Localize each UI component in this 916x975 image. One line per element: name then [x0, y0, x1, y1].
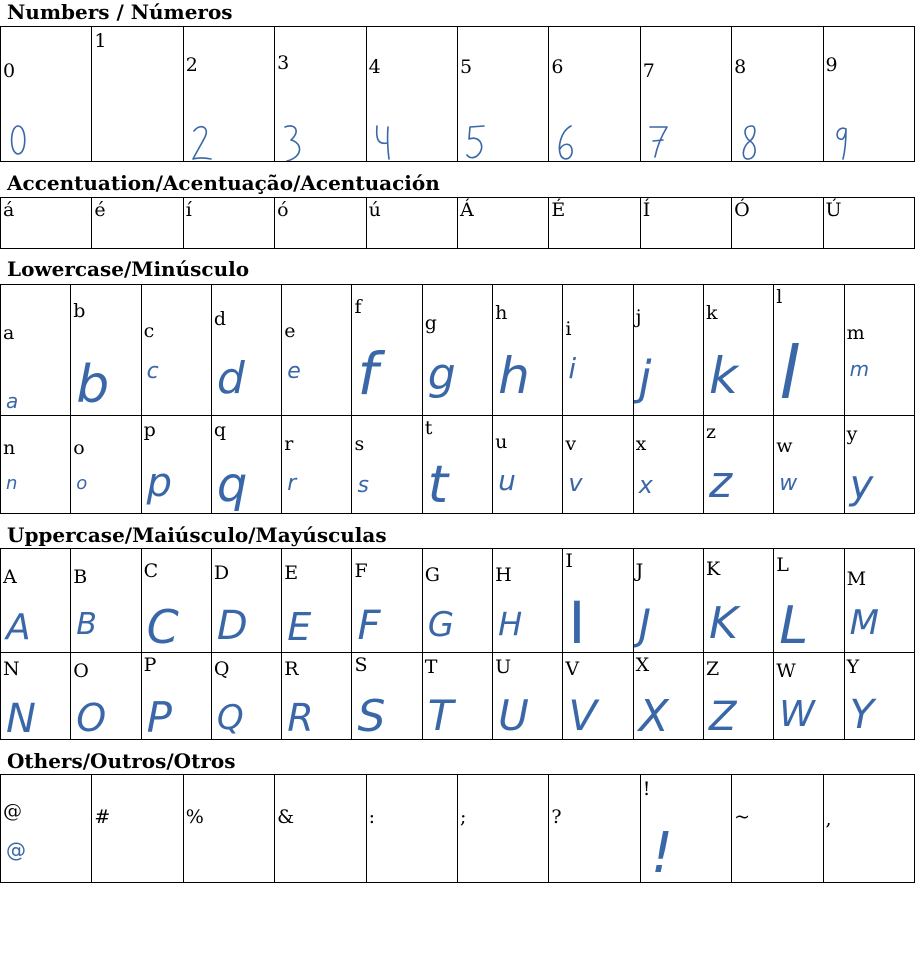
handwritten-E-glyph: E [287, 605, 312, 649]
glyph-cell [1, 653, 71, 740]
glyph-cell [141, 653, 211, 740]
handwritten-k-glyph: k [708, 347, 738, 405]
glyph-cell [549, 198, 640, 249]
glyph-cell [493, 549, 563, 653]
cell-label: n [3, 437, 16, 459]
cell-label: Q [213, 658, 230, 680]
glyph-cell [1, 285, 71, 416]
glyph-cell [703, 285, 773, 416]
handwritten-o-glyph: o [76, 473, 88, 494]
cell-label: ~ [734, 806, 751, 828]
cell-label: ! [642, 778, 651, 800]
handwritten-five-glyph [464, 123, 488, 162]
cell-label: 2 [185, 54, 198, 76]
section-title-accentuation: Accentuation/Acentuação/Acentuación [7, 171, 440, 195]
cell-label: Ó [734, 199, 750, 221]
handwritten-six-glyph [555, 123, 579, 162]
cell-label: & [277, 806, 295, 828]
glyph-cell [183, 775, 274, 883]
cell-label: N [3, 658, 20, 680]
handwritten-r-glyph: r [287, 471, 297, 496]
glyph-cell [703, 653, 773, 740]
cell-label: 0 [3, 60, 16, 82]
others-grid [0, 774, 915, 883]
glyph-cell [71, 416, 141, 514]
glyph-cell [823, 775, 914, 883]
glyph-cell [275, 775, 366, 883]
cell-label: h [495, 302, 508, 324]
glyph-cell [844, 285, 914, 416]
glyph-cell [1, 416, 71, 514]
handwritten-a-glyph: a [6, 389, 19, 413]
glyph-cell [211, 653, 281, 740]
cell-label: á [3, 199, 15, 221]
cell-label: 6 [551, 56, 564, 78]
handwritten-J-glyph: J [638, 600, 652, 649]
glyph-cell [774, 549, 844, 653]
handwritten-l-glyph: l [779, 331, 800, 415]
handwritten-q-glyph: q [216, 457, 248, 513]
handwritten-U-glyph: U [498, 691, 529, 740]
handwritten-K-glyph: K [708, 598, 738, 649]
cell-label: T [424, 656, 438, 678]
glyph-cell [71, 285, 141, 416]
glyph-cell [141, 416, 211, 514]
cell-label: s [354, 433, 365, 455]
cell-label: i [565, 318, 572, 340]
glyph-cell [774, 285, 844, 416]
glyph-cell [703, 416, 773, 514]
cell-label: ; [459, 806, 467, 828]
cell-label: t [424, 417, 433, 439]
glyph-cell [92, 775, 183, 883]
glyph-cell [493, 416, 563, 514]
handwritten-I-glyph: I [568, 589, 586, 653]
cell-label: # [94, 806, 111, 828]
cell-label: 9 [825, 54, 838, 76]
cell-label: ? [551, 806, 562, 828]
glyph-cell [633, 653, 703, 740]
handwritten-T-glyph: T [427, 691, 454, 740]
cell-label: É [551, 199, 566, 221]
handwritten-g-glyph: g [427, 349, 456, 400]
handwritten-H-glyph: H [498, 605, 523, 643]
handwritten-N-glyph: N [6, 696, 36, 740]
cell-label: 7 [642, 60, 655, 82]
handwritten-f-glyph: f [357, 340, 378, 408]
handwritten-B-glyph: B [76, 607, 97, 642]
cell-label: x [635, 433, 647, 455]
glyph-cell [352, 549, 422, 653]
handwritten-exclamation-glyph: ! [650, 821, 674, 883]
cell-label: o [73, 437, 85, 459]
glyph-cell [563, 416, 633, 514]
cell-label: 5 [459, 56, 473, 78]
cell-label: I [565, 550, 573, 572]
cell-label: Í [642, 199, 651, 221]
glyph-cell [352, 285, 422, 416]
handwritten-u-glyph: u [498, 464, 516, 497]
cell-label: D [213, 562, 230, 584]
glyph-cell [563, 653, 633, 740]
cell-label: m [846, 322, 865, 344]
glyph-cell [282, 549, 352, 653]
cell-label: j [635, 306, 642, 328]
cell-label: c [143, 320, 155, 342]
glyph-cell [1, 27, 92, 162]
glyph-cell [640, 775, 731, 883]
handwritten-s-glyph: s [357, 473, 369, 498]
section-title-lowercase: Lowercase/Minúsculo [7, 257, 250, 281]
handwritten-w-glyph: w [779, 471, 798, 496]
cell-label: R [284, 658, 299, 680]
glyph-cell [275, 198, 366, 249]
handwritten-m-glyph: m [849, 357, 870, 381]
handwritten-A-glyph: A [6, 607, 31, 648]
cell-label: 3 [277, 52, 290, 74]
cell-label: F [354, 560, 368, 582]
handwritten-z-glyph: z [708, 457, 733, 508]
handwritten-at-glyph: @ [6, 838, 26, 862]
glyph-cell [282, 285, 352, 416]
cell-label: f [354, 296, 362, 318]
cell-label: d [213, 308, 227, 330]
handwritten-P-glyph: P [146, 693, 172, 740]
glyph-cell [1, 198, 92, 249]
cell-label: 4 [368, 56, 381, 78]
cell-label: k [705, 302, 718, 324]
section-title-numbers: Numbers / Números [7, 0, 233, 24]
glyph-cell [141, 549, 211, 653]
handwritten-n-glyph: n [6, 473, 18, 494]
glyph-cell [774, 653, 844, 740]
accents-grid [0, 197, 915, 249]
handwritten-Q-glyph: Q [216, 698, 244, 738]
handwritten-two-glyph [190, 123, 214, 162]
cell-label: ó [277, 199, 289, 221]
handwritten-S-glyph: S [357, 691, 386, 740]
glyph-cell [823, 27, 914, 162]
handwritten-nine-glyph [830, 123, 854, 162]
glyph-cell [275, 27, 366, 162]
handwritten-d-glyph: d [216, 353, 245, 404]
cell-label: p [143, 419, 156, 441]
cell-label: Z [705, 658, 720, 680]
glyph-cell [92, 27, 183, 162]
handwritten-F-glyph: F [357, 603, 381, 649]
cell-label: S [354, 654, 368, 676]
handwritten-b-glyph: b [76, 355, 110, 415]
cell-label: 1 [94, 30, 107, 52]
glyph-cell [422, 285, 492, 416]
glyph-cell [422, 549, 492, 653]
glyph-cell [732, 775, 823, 883]
cell-label: A [3, 566, 17, 588]
glyph-cell [703, 549, 773, 653]
glyph-cell [352, 416, 422, 514]
glyph-cell [211, 285, 281, 416]
handwritten-x-glyph: x [638, 471, 653, 499]
uppercase-row-1 [1, 549, 915, 653]
cell-label: ú [368, 199, 381, 221]
cell-label: P [143, 654, 157, 676]
glyph-cell [844, 549, 914, 653]
cell-label: b [73, 300, 86, 322]
cell-label: H [495, 564, 512, 586]
glyph-cell [422, 653, 492, 740]
handwritten-Z-glyph: Z [708, 694, 737, 740]
glyph-cell [282, 653, 352, 740]
handwritten-p-glyph: p [146, 460, 172, 506]
handwritten-X-glyph: X [638, 691, 669, 740]
handwritten-L-glyph: L [779, 596, 809, 653]
glyph-cell [493, 653, 563, 740]
glyph-cell [844, 653, 914, 740]
cell-label: í [185, 199, 192, 221]
glyph-cell [732, 198, 823, 249]
glyph-cell [366, 198, 457, 249]
cell-label: y [846, 423, 858, 445]
cell-label: K [705, 558, 721, 580]
cell-label: E [284, 562, 299, 584]
glyph-cell [211, 416, 281, 514]
cell-label: e [284, 320, 296, 342]
cell-label: @ [3, 800, 22, 822]
cell-label: L [776, 554, 789, 576]
glyph-cell [563, 549, 633, 653]
handwritten-R-glyph: R [287, 696, 314, 740]
handwritten-h-glyph: h [498, 347, 530, 405]
handwritten-y-glyph: y [849, 462, 874, 508]
glyph-cell [633, 549, 703, 653]
glyph-cell [71, 549, 141, 653]
uppercase-row-2 [1, 653, 915, 740]
glyph-cell [549, 775, 640, 883]
glyph-cell [1, 549, 71, 653]
glyph-cell [211, 549, 281, 653]
section-title-others: Others/Outros/Otros [7, 749, 236, 773]
glyph-cell [1, 775, 92, 883]
glyph-cell [282, 416, 352, 514]
handwritten-V-glyph: V [568, 691, 598, 740]
handwritten-seven-glyph [647, 123, 671, 162]
cell-label: Y [846, 656, 860, 678]
cell-label: u [495, 431, 508, 453]
glyph-cell [457, 27, 548, 162]
glyph-cell [633, 416, 703, 514]
lowercase-row-1 [1, 285, 915, 416]
glyph-cell [352, 653, 422, 740]
handwritten-C-glyph: C [146, 600, 179, 653]
handwritten-c-glyph: c [146, 359, 159, 384]
cell-label: X [635, 654, 650, 676]
uppercase-grid [0, 548, 915, 740]
handwritten-three-glyph [281, 123, 305, 162]
glyph-cell [563, 285, 633, 416]
glyph-cell [640, 198, 731, 249]
glyph-cell [71, 653, 141, 740]
glyph-cell [844, 416, 914, 514]
cell-label: Ú [825, 199, 842, 221]
cell-label: w [776, 435, 793, 457]
cell-label: V [565, 658, 580, 680]
glyph-cell [732, 27, 823, 162]
cell-label: , [825, 808, 832, 830]
handwritten-O-glyph: O [76, 696, 107, 740]
glyph-cell [774, 416, 844, 514]
cell-label: U [495, 656, 512, 678]
numbers-grid [0, 26, 915, 162]
lowercase-grid [0, 284, 915, 514]
handwritten-j-glyph: j [638, 351, 652, 405]
glyph-cell [493, 285, 563, 416]
glyph-cell [633, 285, 703, 416]
glyph-cell [422, 416, 492, 514]
cell-label: : [368, 806, 375, 828]
cell-label: q [213, 419, 227, 441]
glyph-cell [92, 198, 183, 249]
cell-label: 8 [734, 56, 747, 78]
cell-label: z [705, 421, 716, 443]
handwritten-v-glyph: v [568, 469, 583, 497]
handwritten-M-glyph: M [849, 603, 879, 643]
glyph-cell [640, 27, 731, 162]
cell-label: r [284, 433, 294, 455]
cell-label: B [73, 566, 88, 588]
handwritten-zero-glyph [7, 123, 29, 157]
cell-label: W [776, 660, 796, 682]
glyph-cell [366, 775, 457, 883]
cell-label: J [635, 560, 644, 582]
cell-label: G [424, 564, 440, 586]
glyph-cell [549, 27, 640, 162]
handwritten-e-glyph: e [287, 359, 301, 384]
handwritten-eight-glyph [738, 123, 762, 162]
cell-label: C [143, 560, 159, 582]
handwritten-D-glyph: D [216, 603, 248, 649]
handwritten-four-glyph [373, 123, 397, 162]
handwritten-t-glyph: t [427, 455, 449, 514]
glyph-cell [183, 198, 274, 249]
glyph-cell [366, 27, 457, 162]
cell-label: v [565, 433, 577, 455]
handwritten-i-glyph: i [568, 352, 577, 385]
cell-label: O [73, 660, 89, 682]
cell-label: % [185, 806, 204, 828]
glyph-cell [141, 285, 211, 416]
section-title-uppercase: Uppercase/Maiúsculo/Mayúsculas [7, 523, 387, 547]
handwritten-W-glyph: W [779, 694, 815, 735]
glyph-cell [823, 198, 914, 249]
cell-label: M [846, 568, 867, 590]
lowercase-row-2 [1, 416, 915, 514]
glyph-cell [183, 27, 274, 162]
cell-label: a [3, 322, 15, 344]
cell-label: Á [459, 199, 474, 221]
glyph-cell [457, 198, 548, 249]
handwritten-G-glyph: G [427, 605, 455, 645]
handwritten-Y-glyph: Y [849, 692, 874, 738]
cell-label: é [94, 199, 106, 221]
glyph-cell [457, 775, 548, 883]
cell-label: l [776, 286, 783, 308]
cell-label: g [424, 312, 437, 334]
